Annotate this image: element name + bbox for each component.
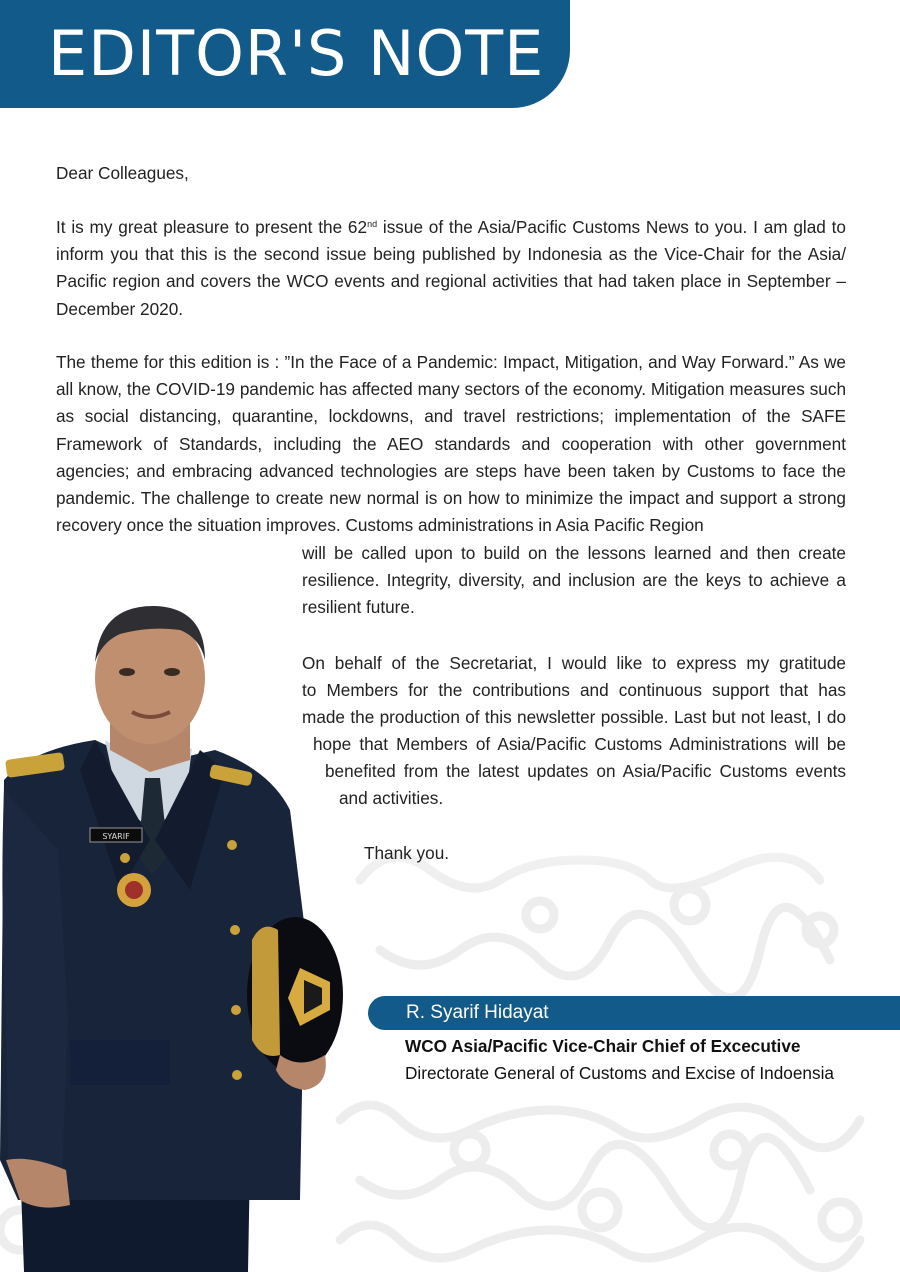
paragraph-intro: It is my great pleasure to present the 62nd issue of the Asia/Pacific Customs News to you. I am glad to inform you that this is the second issue being published by Indonesia as the Vice-Chair for the Asia/ Pacific region and covers the WCO events and regional activities that had taken place in September – December 2020. — [56, 217, 846, 319]
paragraph-gratitude-line: to Members for the contributions and continuous support that has — [302, 680, 846, 700]
signatory-title: WCO Asia/Pacific Vice-Chair Chief of Excecutive — [405, 1036, 801, 1056]
paragraph-gratitude-line: benefited from the latest updates on Asia/Pacific Customs events — [325, 761, 846, 781]
closing-text: Thank you. — [364, 843, 450, 863]
paragraph-gratitude-line: and activities. — [339, 788, 444, 808]
salutation: Dear Colleagues, — [56, 163, 189, 183]
paragraph-gratitude-line: hope that Members of Asia/Pacific Customs Administrations will be — [313, 734, 846, 754]
paragraph-gratitude-line: On behalf of the Secretariat, I would like to express my gratitude — [302, 653, 846, 673]
rank-medal-icon — [117, 873, 151, 907]
paragraph-theme-continued: will be called upon to build on the lessons learned and then create resilience. Integrity, diversity, and inclusion are the keys to achieve a resilient future. — [302, 543, 846, 618]
signatory-organization: Directorate General of Customs and Excise of Indoensia — [405, 1063, 834, 1083]
signatory-name: R. Syarif Hidayat — [406, 1002, 549, 1023]
signature-name-band — [368, 996, 900, 1030]
customs-emblem-icon — [247, 917, 343, 1073]
paragraph-gratitude-line: made the production of this newsletter possible. Last but not least, I do — [302, 707, 846, 727]
page-title: EDITOR'S NOTE — [48, 17, 545, 90]
header-band — [0, 0, 570, 108]
paragraph-theme: The theme for this edition is : ”In the Face of a Pandemic: Impact, Mitigation, and Way Forward.” As we all know, the COVID-19 pandemic has affected many sectors of the economy. Mitigation measures such as social distancing, quarantine, lockdowns, and travel restrictions; implementation of the SAFE Framework of Standards, including the AEO standards and cooperation with other government agencies; and embracing advanced technologies are steps have been taken by Customs to face the pandemic. The challenge to create new normal is on how to minimize the impact and support a strong recovery once the situation improves. Customs administrations in Asia Pacific Region — [56, 352, 846, 536]
ordinal-suffix: nd — [367, 219, 378, 229]
svg-text:SYARIF: SYARIF — [102, 832, 130, 841]
